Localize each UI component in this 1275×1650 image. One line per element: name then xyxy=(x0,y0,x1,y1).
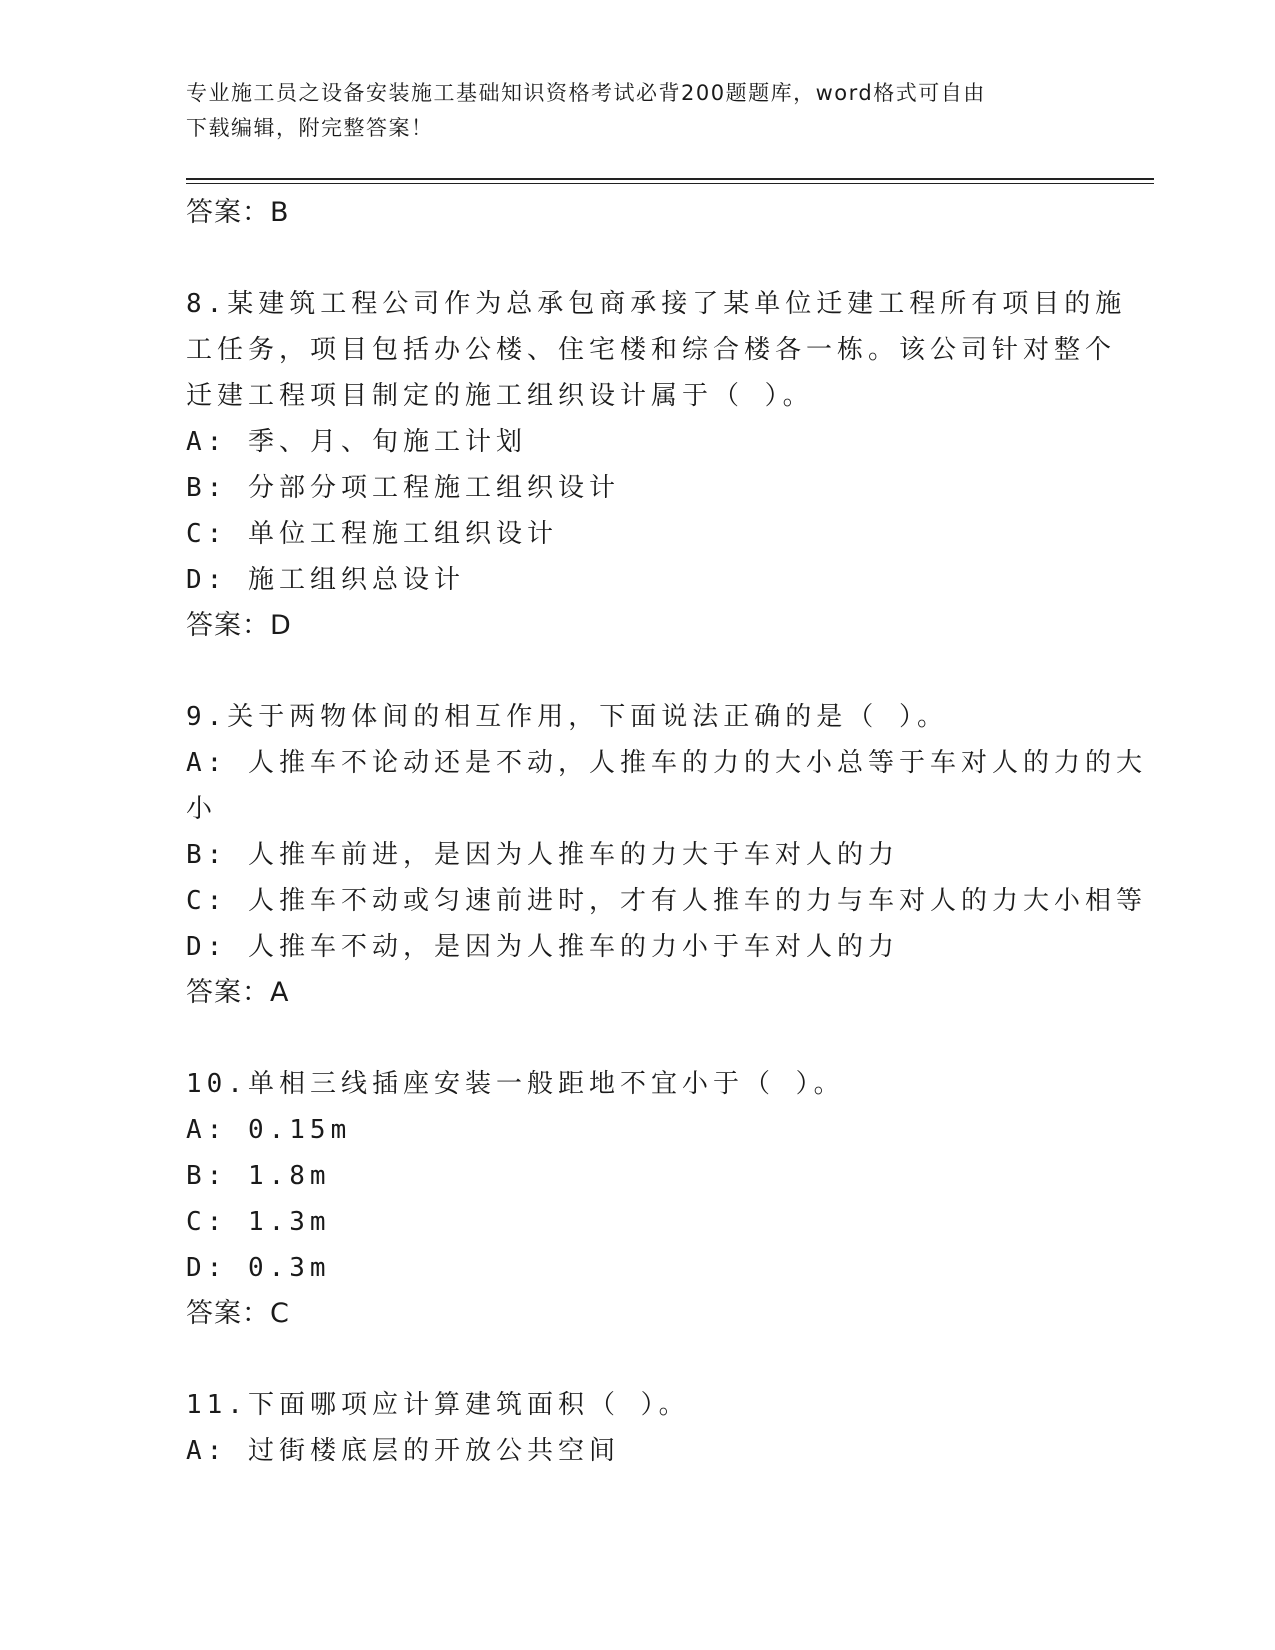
option-b: B: 人推车前进，是因为人推车的力大于车对人的力 xyxy=(186,840,899,870)
question-11 xyxy=(186,1382,1086,1474)
option-d: D: 施工组织总设计 xyxy=(186,565,465,595)
option-c: C: 单位工程施工组织设计 xyxy=(186,519,558,549)
option-d: D: 0.3m xyxy=(186,1253,331,1283)
option-b: B: 分部分项工程施工组织设计 xyxy=(186,473,620,503)
question-stem: 工任务，项目包括办公楼、住宅楼和综合楼各一栋。该公司针对整个 xyxy=(186,335,1117,365)
header-line-2: 下载编辑，附完整答案！ xyxy=(186,116,434,140)
question-10 xyxy=(186,1061,1086,1337)
previous-answer: 答案：B xyxy=(186,197,290,228)
question-list xyxy=(186,190,1147,1474)
question-stem: 8.某建筑工程公司作为总承包商承接了某单位迁建工程所有项目的施 xyxy=(186,289,1127,319)
header-rule xyxy=(186,178,1154,180)
option-c: C: 1.3m xyxy=(186,1207,331,1237)
option-a-continued: 小 xyxy=(186,794,218,824)
document-header xyxy=(186,76,1066,146)
option-b: B: 1.8m xyxy=(186,1161,331,1191)
option-d: D: 人推车不动，是因为人推车的力小于车对人的力 xyxy=(186,932,899,962)
option-a: A: 季、月、旬施工计划 xyxy=(186,427,527,457)
option-a: A: 人推车不论动还是不动，人推车的力的大小总等于车对人的力的大 xyxy=(186,748,1147,778)
question-stem: 9.关于两物体间的相互作用，下面说法正确的是（ ）。 xyxy=(186,702,948,732)
question-stem: 迁建工程项目制定的施工组织设计属于（ ）。 xyxy=(186,381,814,411)
answer: 答案：D xyxy=(186,610,292,641)
header-rule-thin xyxy=(186,183,1154,184)
question-stem: 11.下面哪项应计算建筑面积（ ）。 xyxy=(186,1390,690,1420)
option-a: A: 0.15m xyxy=(186,1115,352,1145)
question-stem: 10.单相三线插座安装一般距地不宜小于（ ）。 xyxy=(186,1069,845,1099)
option-c: C: 人推车不动或匀速前进时，才有人推车的力与车对人的力大小相等 xyxy=(186,886,1147,916)
header-line-1: 专业施工员之设备安装施工基础知识资格考试必背200题题库，word格式可自由 xyxy=(186,81,986,105)
answer: 答案：C xyxy=(186,1298,290,1329)
option-a: A: 过街楼底层的开放公共空间 xyxy=(186,1436,620,1466)
question-9 xyxy=(186,694,1147,1016)
question-8 xyxy=(186,281,1127,649)
answer: 答案：A xyxy=(186,977,290,1008)
